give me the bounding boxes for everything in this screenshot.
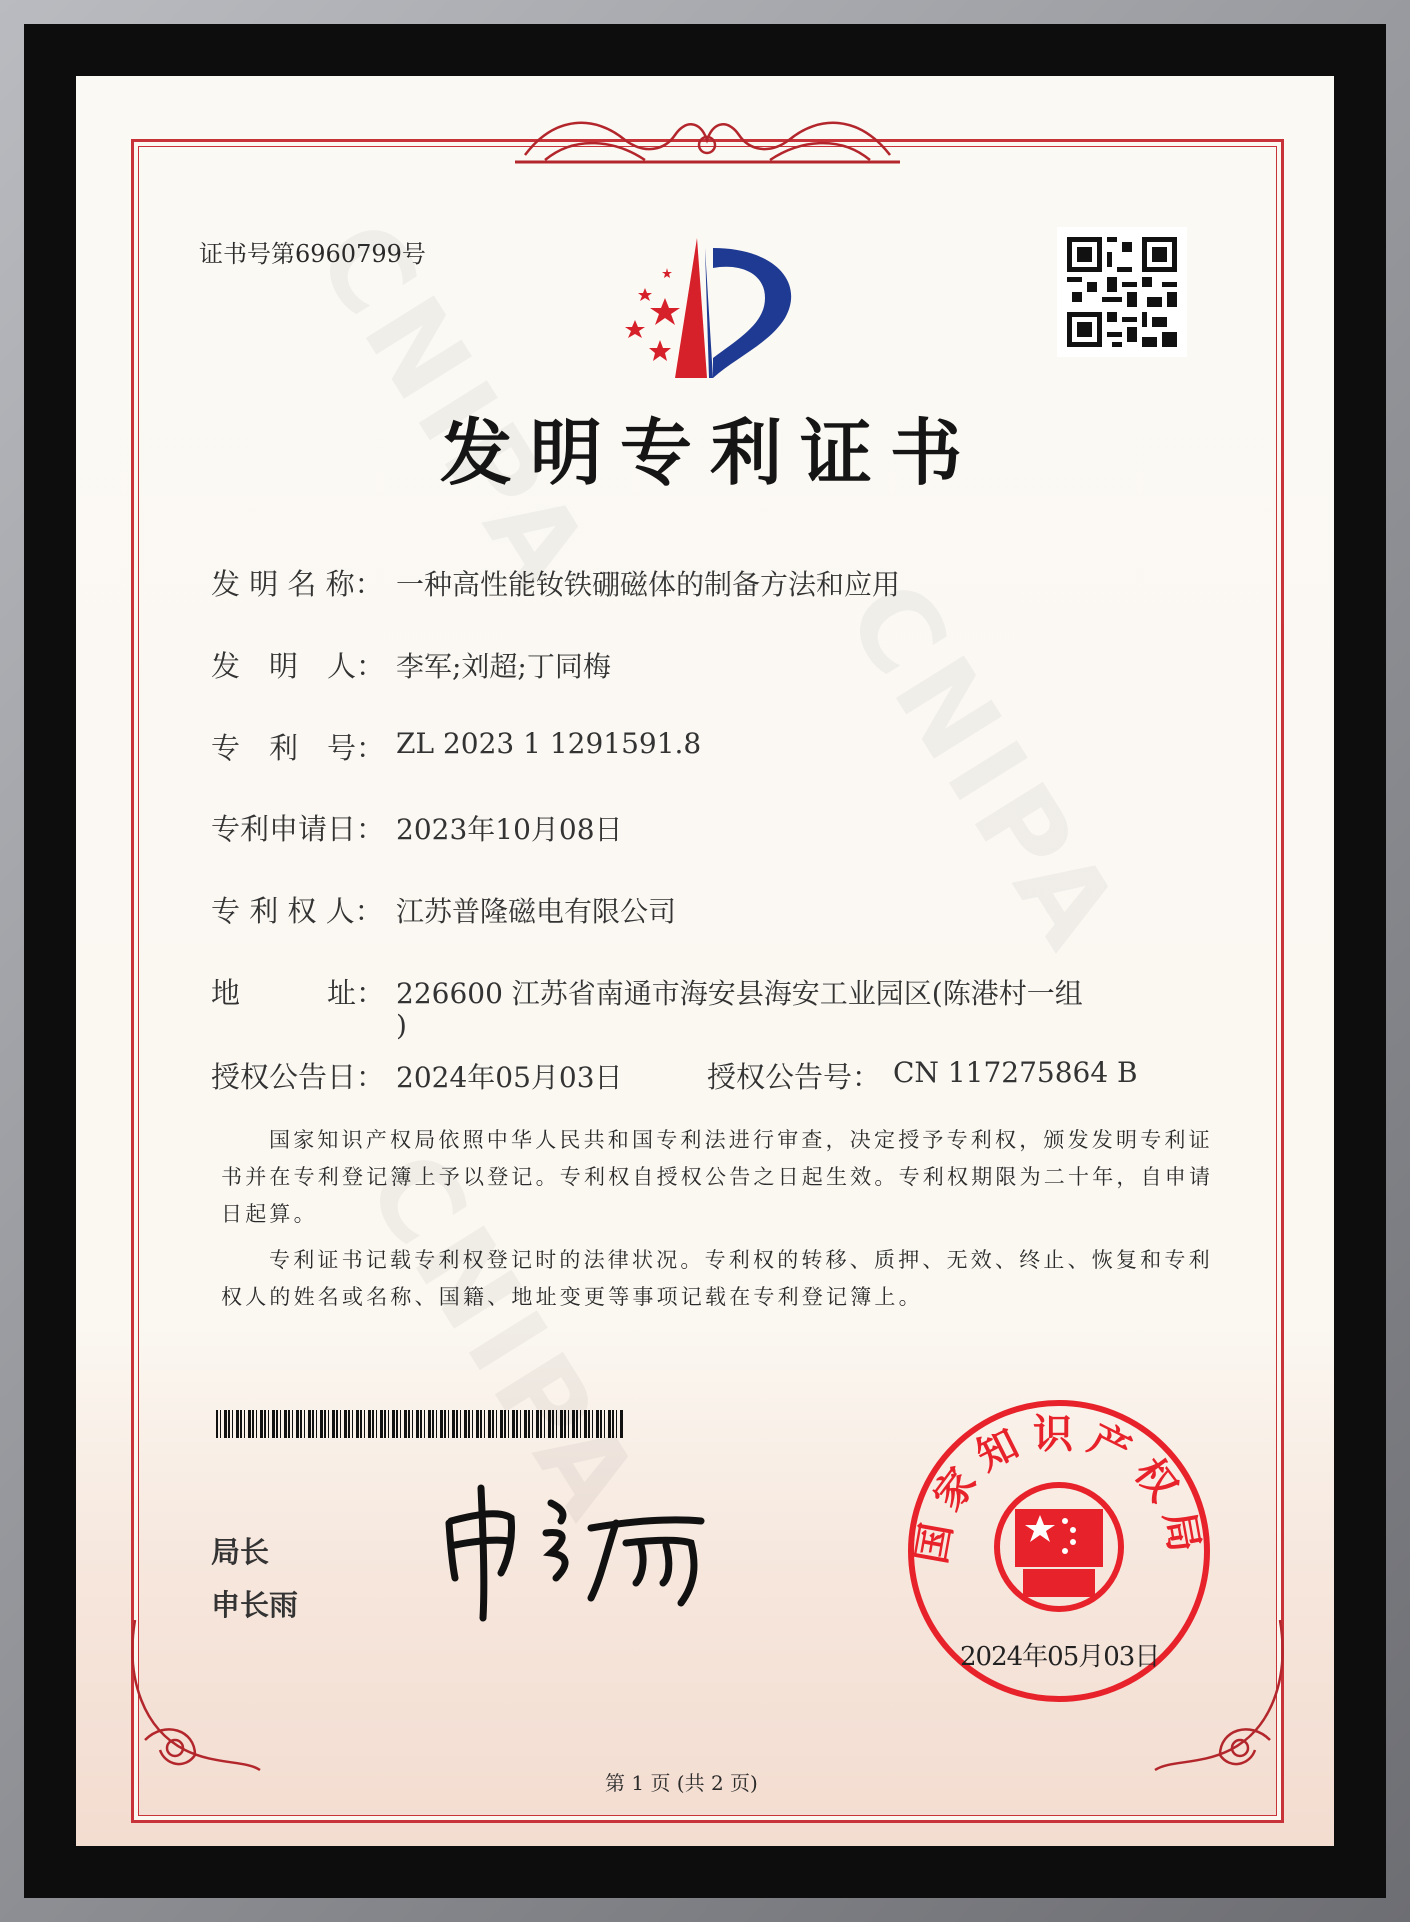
legal-paragraph-1: 国家知识产权局依照中华人民共和国专利法进行审查，决定授予专利权，颁发发明专利证书并在专利登记簿上予以登记。专利权自授权公告之日起生效。专利权期限为二十年，自申请日起算。 (221, 1128, 1214, 1226)
field-label-publication-no: 授权公告号： (707, 1060, 882, 1094)
top-ornament-icon (515, 110, 900, 170)
field-value-patent-no: ZL 2023 1 1291591.8 (396, 727, 702, 760)
field-label-application-date: 专利申请日： (211, 812, 386, 846)
qr-code (1057, 227, 1187, 357)
field-label-patentee: 专 利 权 人： (211, 894, 384, 928)
field-label-grant-date: 授权公告日： (211, 1060, 386, 1094)
field-value-address: 226600 江苏省南通市海安县海安工业园区(陈港村一组 (396, 977, 1083, 1010)
field-label-invention-name: 发 明 名 称： (211, 567, 384, 601)
director-title: 局长 (211, 1535, 270, 1569)
cnipa-logo-icon (605, 228, 805, 388)
seal-text: 国家知识产权局 (907, 1410, 1211, 1568)
legal-paragraph-2: 专利证书记载专利权登记时的法律状况。专利权的转移、质押、无效、终止、恢复和专利权人的姓名或名称、国籍、地址变更等事项记载在专利登记簿上。 (221, 1248, 1213, 1309)
field-value-application-date: 2023年10月08日 (396, 813, 623, 846)
field-label-inventors: 发 明 人： (211, 649, 386, 683)
field-value-address-cont: ) (396, 1009, 407, 1042)
field-label-patent-no: 专 利 号： (211, 731, 386, 765)
certificate-title: 发明专利证书 (440, 410, 981, 495)
corner-ornament-icon (125, 1620, 265, 1780)
page-indicator: 第 1 页 (共 2 页) (605, 1771, 758, 1795)
director-signature (441, 1483, 726, 1623)
field-value-inventors: 李军;刘超;丁同梅 (396, 650, 611, 683)
field-label-address: 地 址： (211, 976, 386, 1010)
field-value-patentee: 江苏普隆磁电有限公司 (396, 895, 677, 928)
director-name: 申长雨 (211, 1588, 299, 1622)
field-value-invention-name: 一种高性能钕铁硼磁体的制备方法和应用 (396, 568, 901, 601)
field-value-grant-date: 2024年05月03日 (396, 1061, 623, 1094)
seal-date: 2024年05月03日 (960, 1642, 1160, 1672)
certificate-number: 证书号第6960799号 (199, 240, 426, 268)
barcode (216, 1410, 623, 1438)
field-value-publication-no: CN 117275864 B (893, 1056, 1138, 1089)
